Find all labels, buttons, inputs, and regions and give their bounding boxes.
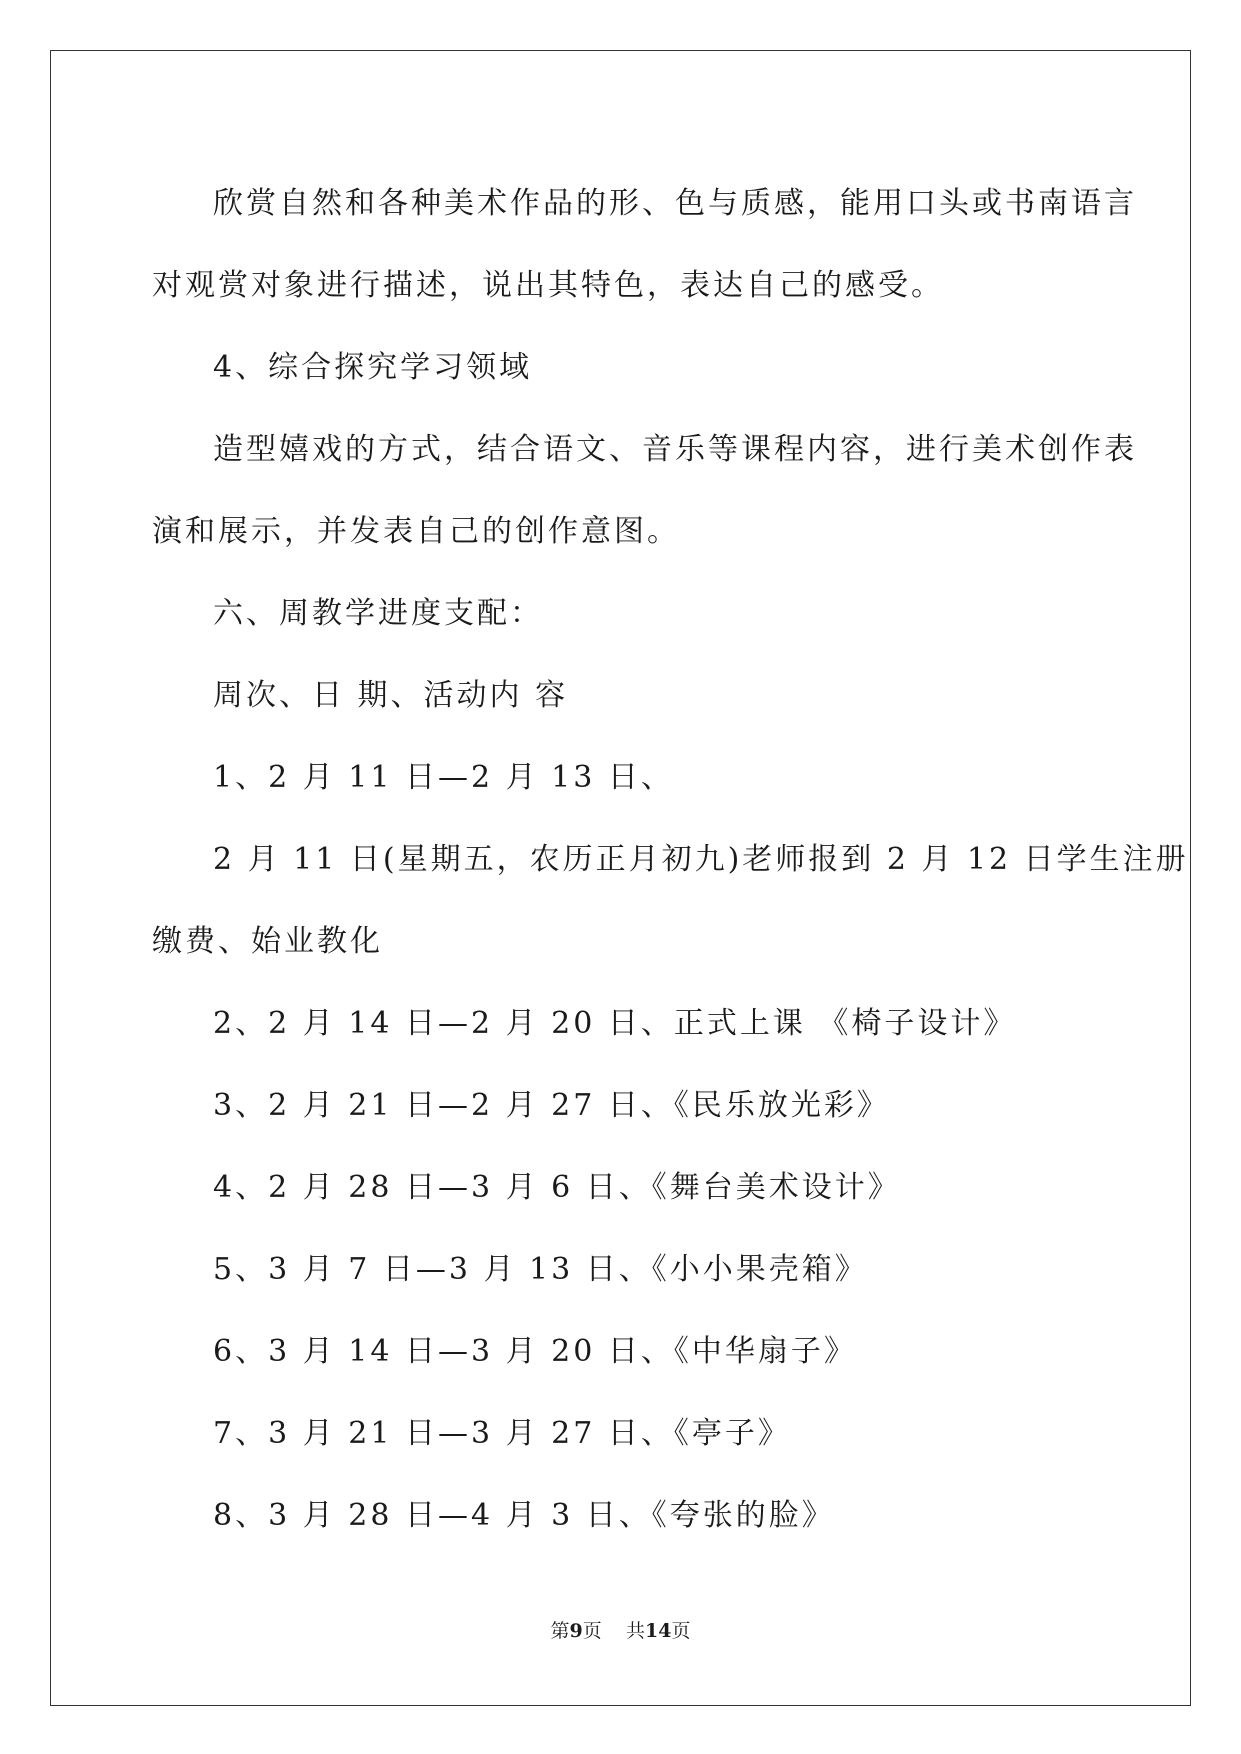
current-page-number: 9 xyxy=(569,1620,583,1642)
paragraph-line: 欣赏自然和各种美术作品的形、色与质感，能用口头或书南语言 xyxy=(213,186,1137,221)
footer-total-suffix: 页 xyxy=(671,1620,691,1642)
footer-page-suffix: 页 xyxy=(582,1620,602,1642)
schedule-item: 6、3 月 14 日—3 月 20 日、《中华扇子》 xyxy=(213,1334,857,1369)
total-pages-number: 14 xyxy=(644,1620,672,1642)
section-heading: 六、周教学进度支配： xyxy=(213,596,543,631)
page-footer xyxy=(0,1616,1241,1643)
schedule-item: 5、3 月 7 日—3 月 13 日、《小小果壳箱》 xyxy=(213,1252,868,1287)
schedule-item: 4、2 月 28 日—3 月 6 日、《舞台美术设计》 xyxy=(213,1170,901,1205)
section-heading: 4、综合探究学习领域 xyxy=(213,350,533,385)
schedule-item: 7、3 月 21 日—3 月 27 日、《亭子》 xyxy=(213,1416,791,1451)
schedule-item: 3、2 月 21 日—2 月 27 日、《民乐放光彩》 xyxy=(213,1088,890,1123)
paragraph-line: 2 月 11 日(星期五，农历正月初九)老师报到 2 月 12 日学生注册 xyxy=(213,842,1189,877)
schedule-item: 2、2 月 14 日—2 月 20 日、正式上课 《椅子设计》 xyxy=(213,1006,1017,1041)
schedule-item: 8、3 月 28 日—4 月 3 日、《夸张的脸》 xyxy=(213,1498,835,1533)
paragraph-line: 缴费、始业教化 xyxy=(152,924,383,959)
schedule-item: 1、2 月 11 日—2 月 13 日、 xyxy=(213,760,674,795)
paragraph-line: 造型嬉戏的方式，结合语文、音乐等课程内容，进行美术创作表 xyxy=(213,432,1137,467)
schedule-header: 周次、日 期、活动内 容 xyxy=(213,678,569,713)
footer-total-prefix: 共 xyxy=(625,1620,645,1642)
paragraph-line: 演和展示，并发表自己的创作意图。 xyxy=(152,514,680,549)
paragraph-line: 对观赏对象进行描述，说出其特色，表达自己的感受。 xyxy=(152,268,944,303)
document-body xyxy=(152,163,1189,1557)
footer-prefix: 第 xyxy=(550,1620,570,1642)
